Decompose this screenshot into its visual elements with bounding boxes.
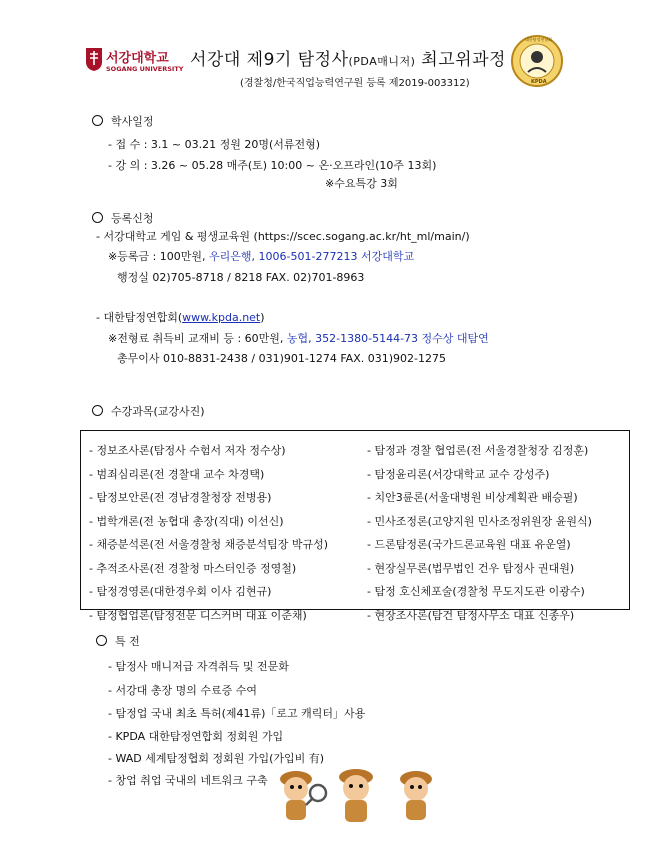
- feature-item: - 탐정업 국내 최초 특허(제41류)「로고 캐릭터」사용: [108, 707, 366, 720]
- course-item: - 정보조사론(탐정사 수험서 저자 정수상): [89, 444, 286, 457]
- course-item: - 탐정경영론(대한경우회 이사 김현규): [89, 585, 272, 598]
- courses-box: [80, 430, 630, 622]
- course-item: - 채증분석론(전 서울경찰청 채증분석팀장 박규성): [89, 538, 329, 551]
- university-logo: [84, 44, 184, 78]
- logo-text: 서강대학교: [106, 51, 169, 66]
- kpda-bank-account: 농협, 352-1380-5144-73 정수상 대탐연: [286, 332, 489, 345]
- course-item: - 탐정보안론(전 경남경찰청장 전병용): [89, 491, 272, 504]
- feature-item: - KPDA 대한탐정연합회 정회원 가입: [108, 730, 284, 743]
- sogang-bank-account: 우리은행, 1006-501-277213 서강대학교: [209, 250, 415, 263]
- course-item: - 치안3륜론(서울대병원 비상계획관 배승필): [367, 491, 578, 504]
- course-item: - 탐정윤리론(서강대학교 교수 강성주): [367, 467, 550, 481]
- kpda-fee: ※전형료 취득비 교재비 등 : 60만원, 농협, 352-1380-5144-73 정수상 대탐연: [108, 332, 489, 345]
- mascot-detective-left-icon: [280, 771, 326, 820]
- kpda-seal: [510, 34, 564, 88]
- schedule-special: ※수요특강 3회: [325, 177, 398, 190]
- feature-item: - WAD 세계탐정협회 정회원 가입(가입비 有): [108, 752, 325, 765]
- page-subtitle: (경찰청/한국직업능력연구원 등록 제2019-003312): [240, 78, 470, 89]
- page-title: 서강대 제9기 탐정사(PDA매니저) 최고위과정: [190, 50, 506, 70]
- schedule-lecture: - 강 의 : 3.26 ~ 05.28 매주(토) 10:00 ~ 온·오프라인(10주 13회): [108, 159, 437, 172]
- course-item: - 현장실무론(법무법인 건우 탐정사 권대원): [367, 561, 575, 575]
- sogang-fee: ※등록금 : 100만원, 우리은행, 1006-501-277213 서강대학교: [108, 250, 415, 263]
- registration-heading: 등록신청: [92, 210, 154, 226]
- courses-heading: 수강과목(교강사진): [92, 403, 205, 419]
- schedule-apply: - 접 수 : 3.1 ~ 03.21 정원 20명(서류전형): [108, 138, 321, 151]
- kpda-contact: 총무이사 010-8831-2438 / 031)901-1274 FAX. 031)902-1275: [117, 352, 446, 365]
- course-item: - 현장조사론(탐건 탐정사무소 대표 신종우): [367, 608, 575, 622]
- sogang-registration: - 서강대학교 게임 & 평생교육원 (https://scec.sogang.ac.kr/ht_ml/main/): [96, 230, 470, 243]
- feature-item: - 서강대 총장 명의 수료증 수여: [108, 684, 257, 697]
- course-item: - 탐정협업론(탐정전문 디스커버 대표 이준채): [89, 608, 307, 622]
- feature-item: - 창업 취업 국내의 네트워크 구축: [108, 774, 268, 787]
- mascot-detective-right-icon: [400, 771, 432, 820]
- mascot-detective-center-icon: [339, 769, 373, 822]
- sogang-contact: 행정실 02)705-8718 / 8218 FAX. 02)701-8963: [117, 271, 365, 284]
- feature-item: - 탐정사 매니저급 자격취득 및 전문화: [108, 660, 289, 673]
- courses-left-column: [89, 439, 328, 627]
- course-item: - 법학개론(전 농협대 총장(직대) 이선신): [89, 514, 284, 528]
- mascot-group: [266, 765, 446, 827]
- logo-en: SOGANG UNIVERSITY: [106, 65, 184, 73]
- course-item: - 드론탐정론(국가드론교육원 대표 유운열): [367, 538, 571, 551]
- course-item: - 민사조정론(고양지원 민사조정위원장 윤원식): [367, 514, 592, 528]
- course-item: - 범죄심리론(전 경찰대 교수 차경택): [89, 467, 265, 481]
- course-item: - 탐정 호신체포술(경찰청 무도지도관 이광수): [367, 585, 585, 598]
- course-item: - 탐정과 경찰 협업론(전 서울경찰청장 김정훈): [367, 444, 589, 457]
- courses-right-column: [367, 439, 592, 627]
- kpda-link[interactable]: www.kpda.net: [182, 311, 261, 324]
- university-emblem-icon: [84, 46, 104, 72]
- features-heading: 특 전: [96, 633, 140, 649]
- circle-bullet-icon: [96, 635, 107, 646]
- seal-bottom-text: KPDA: [531, 79, 547, 85]
- circle-bullet-icon: [92, 115, 103, 126]
- schedule-heading: 학사일정: [92, 113, 154, 129]
- seal-top-text: 대한탐정연합회: [525, 37, 553, 42]
- course-item: - 추적조사론(전 경찰청 마스터인증 정영철): [89, 561, 297, 575]
- circle-bullet-icon: [92, 212, 103, 223]
- circle-bullet-icon: [92, 405, 103, 416]
- kpda-registration: - 대한탐정연합회(www.kpda.net): [96, 311, 265, 324]
